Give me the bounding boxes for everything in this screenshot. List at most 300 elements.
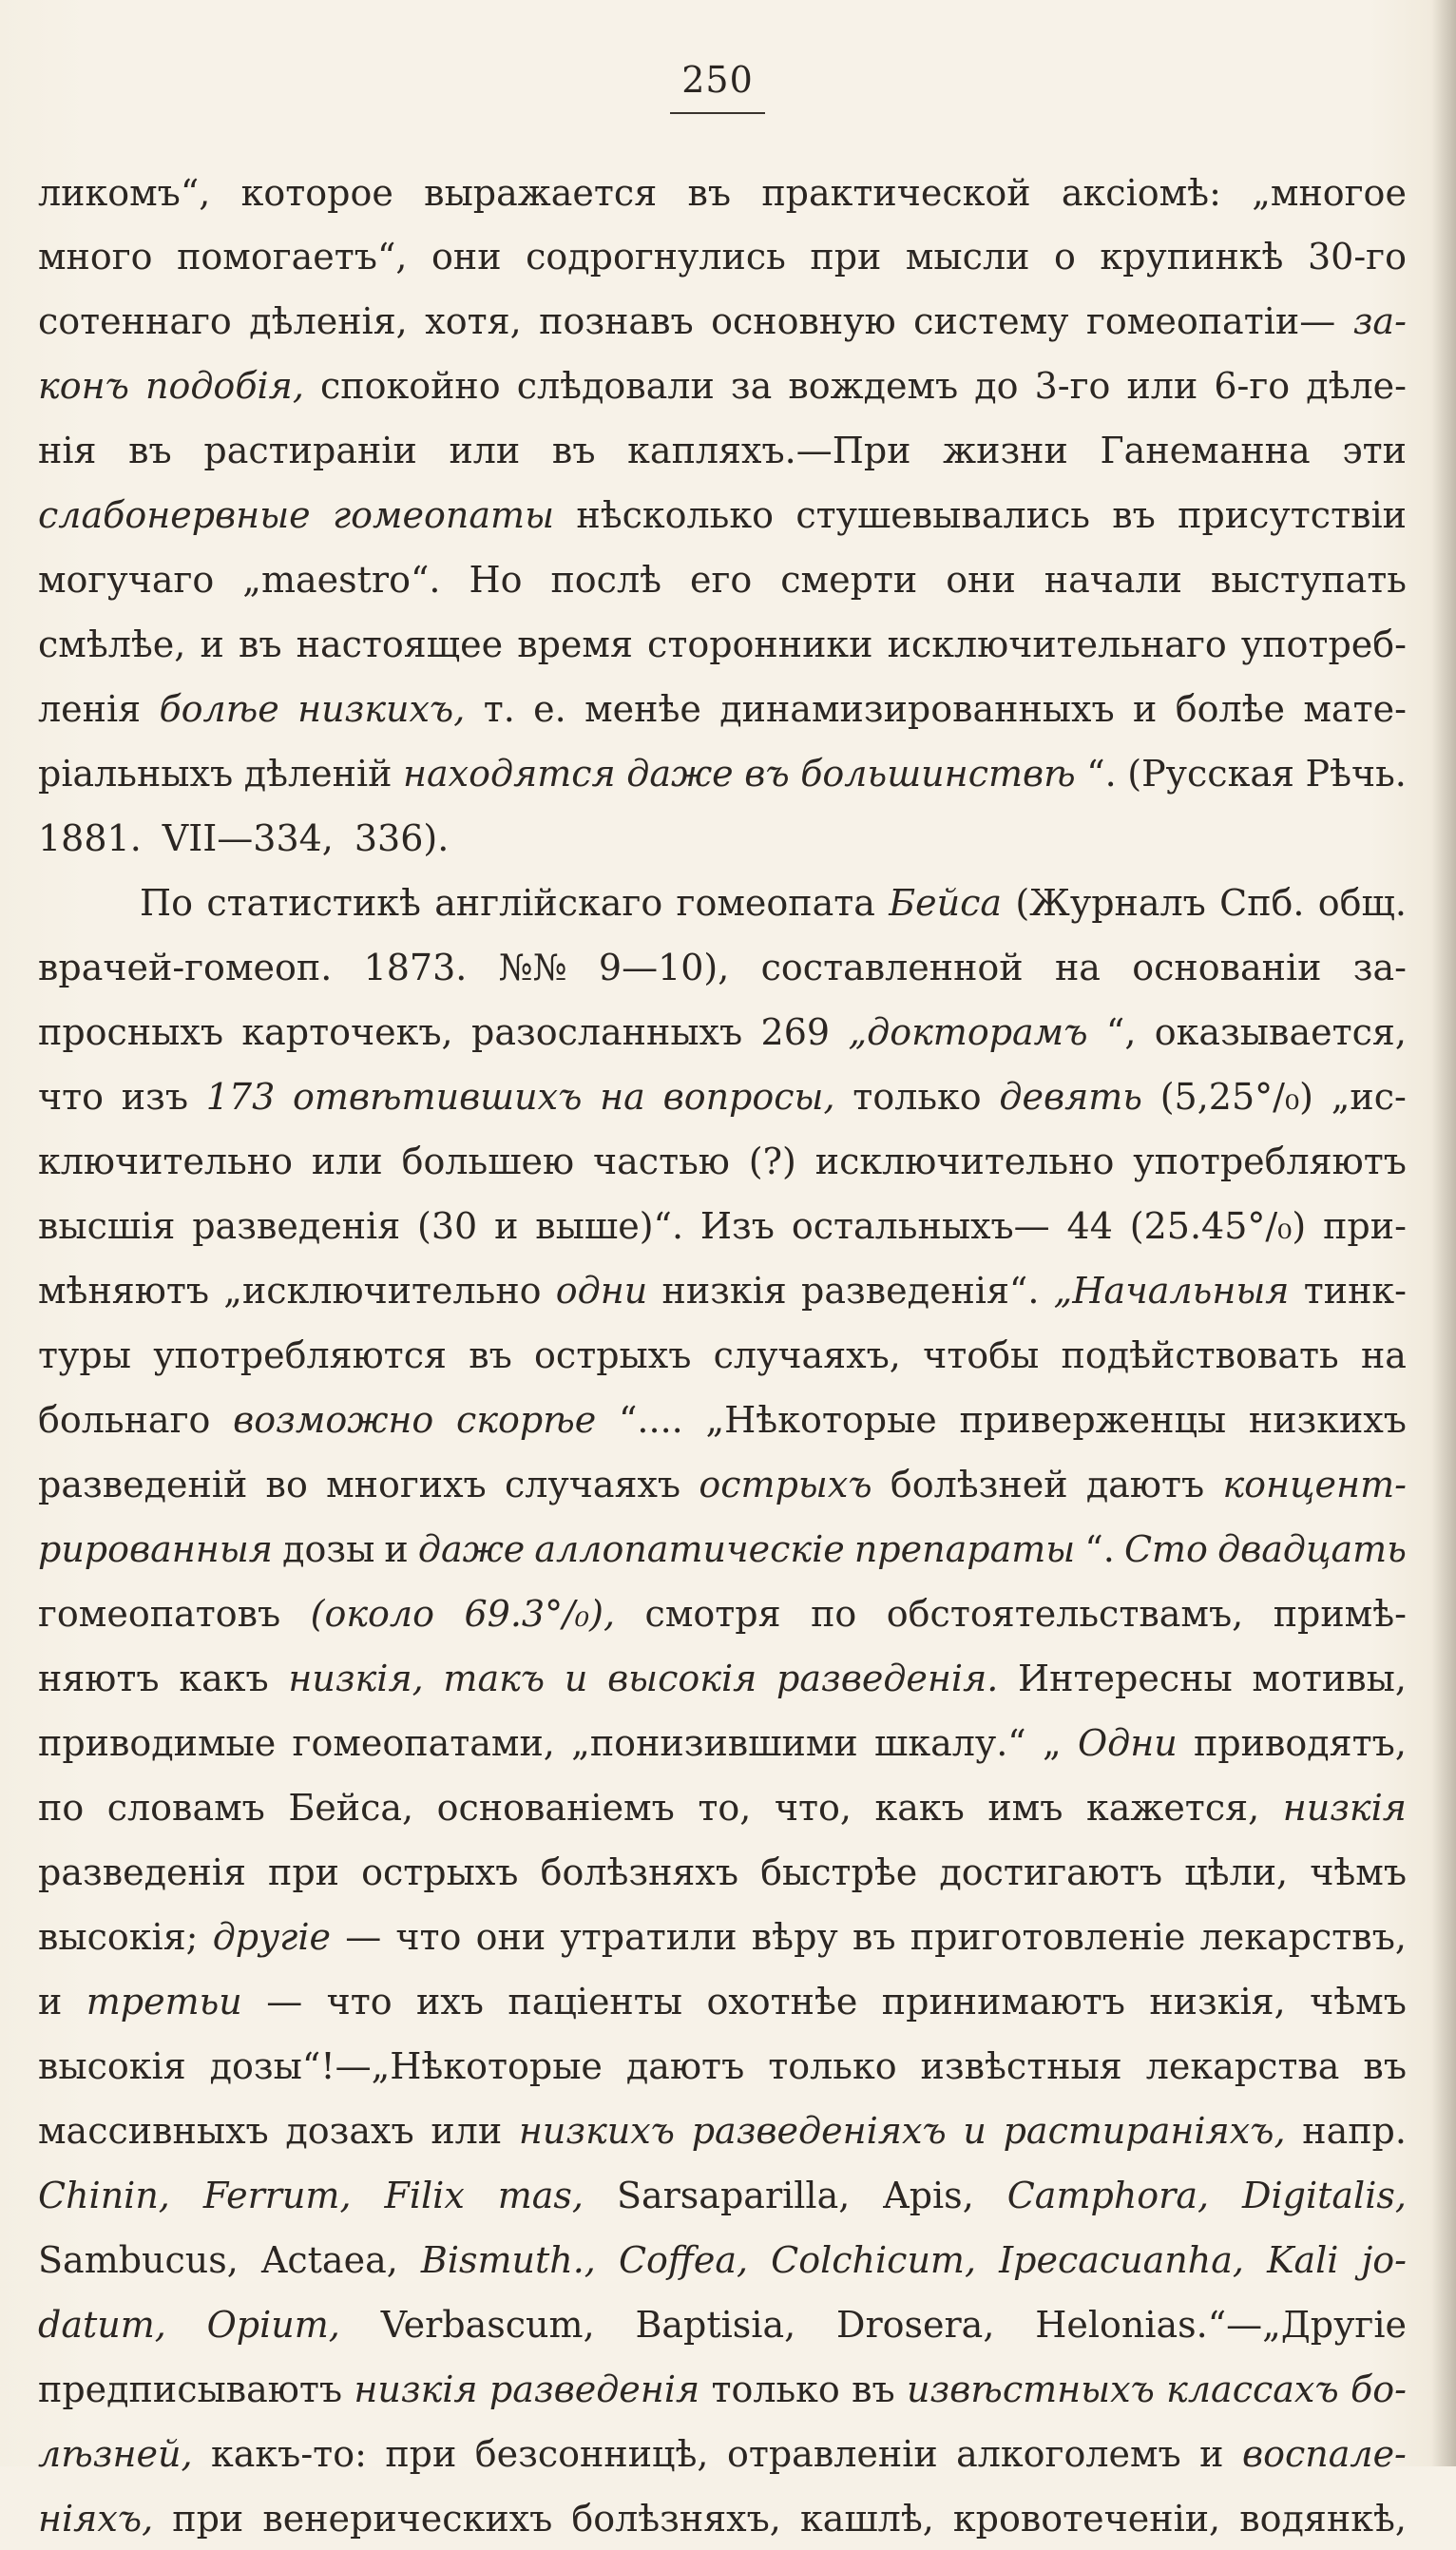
word: приводимые bbox=[38, 1722, 277, 1764]
word: высокія bbox=[38, 2045, 186, 2087]
word: острыхъ bbox=[699, 1464, 872, 1505]
word: jo- bbox=[1361, 2239, 1407, 2281]
word: низкія bbox=[661, 1270, 787, 1312]
text-line bbox=[38, 936, 1407, 999]
word: принимаютъ bbox=[881, 1981, 1125, 2023]
word: въ bbox=[744, 753, 790, 795]
text-line bbox=[38, 1195, 1407, 1257]
word: Bismuth., bbox=[420, 2239, 596, 2281]
word: (около bbox=[310, 1593, 435, 1635]
word: кровотеченіи, bbox=[952, 2498, 1221, 2540]
word: низкихъ, bbox=[297, 688, 466, 730]
word: низкія, bbox=[1149, 1981, 1286, 2023]
word: извѣстныхъ bbox=[906, 2368, 1155, 2410]
text-line bbox=[38, 1389, 1407, 1451]
word: ріальныхъ bbox=[38, 753, 234, 795]
word: оказывается, bbox=[1154, 1011, 1407, 1053]
word: такъ bbox=[443, 1658, 546, 1699]
word: подобія, bbox=[145, 365, 304, 407]
word: то, bbox=[698, 1787, 752, 1829]
word: дозахъ bbox=[285, 2110, 414, 2152]
word: кашлѣ, bbox=[799, 2498, 934, 2540]
text-line bbox=[38, 678, 1407, 740]
word: что bbox=[326, 1981, 393, 2023]
text-line bbox=[38, 2487, 1407, 2550]
word: „многое bbox=[1252, 172, 1407, 214]
word: предписываютъ bbox=[38, 2368, 343, 2410]
word: По bbox=[140, 882, 194, 924]
word: „докторамъ bbox=[848, 1011, 1088, 1053]
word: статистикѣ bbox=[206, 882, 421, 924]
word: по bbox=[38, 1787, 85, 1829]
text-line bbox=[38, 1518, 1407, 1581]
word: при- bbox=[1323, 1205, 1407, 1247]
word: при bbox=[268, 1851, 340, 1893]
word: начали bbox=[1044, 559, 1183, 601]
word: исключительнаго bbox=[887, 623, 1227, 665]
word: при bbox=[172, 2498, 244, 2540]
word: массивныхъ bbox=[38, 2110, 269, 2152]
word: жизни bbox=[943, 430, 1068, 471]
text-line bbox=[38, 1712, 1407, 1774]
word: и bbox=[384, 1528, 409, 1570]
word: его bbox=[689, 559, 753, 601]
word: чѣмъ bbox=[1310, 1851, 1407, 1893]
text-line bbox=[38, 162, 1407, 224]
word: до bbox=[974, 365, 1019, 407]
word: ключительно bbox=[38, 1141, 293, 1182]
word: Бейса bbox=[889, 882, 1003, 924]
word: разведенія bbox=[489, 2368, 700, 2410]
word: примѣ- bbox=[1273, 1593, 1407, 1635]
word: Baptisia, bbox=[635, 2304, 796, 2346]
word: и bbox=[200, 623, 224, 665]
word: разведенія bbox=[38, 1851, 246, 1893]
word: болѣзняхъ, bbox=[571, 2498, 781, 2540]
word: препараты bbox=[853, 1528, 1076, 1570]
word: бо- bbox=[1351, 2368, 1407, 2410]
word: менѣе bbox=[584, 688, 701, 730]
word: слѣдовали bbox=[516, 365, 715, 407]
word: разведенія bbox=[192, 1205, 401, 1247]
word: скорѣе bbox=[456, 1399, 597, 1441]
word: и bbox=[38, 1981, 63, 2023]
word: или bbox=[431, 2110, 503, 2152]
word: при bbox=[810, 236, 882, 278]
word: 1881. bbox=[38, 817, 142, 859]
word: какъ bbox=[179, 1658, 269, 1699]
word: Одни bbox=[1078, 1722, 1178, 1764]
word: низкія bbox=[1282, 1787, 1407, 1829]
word: ніяхъ, bbox=[38, 2498, 154, 2540]
word: гомеопатовъ bbox=[38, 1593, 281, 1635]
word: много bbox=[38, 236, 153, 278]
word: врачей-гомеоп. bbox=[38, 947, 333, 988]
word: Digitalis, bbox=[1242, 2175, 1407, 2216]
word: „ bbox=[1043, 1722, 1062, 1764]
word: ленія bbox=[38, 688, 142, 730]
word: стушевывались bbox=[795, 494, 1090, 536]
word: №№ bbox=[498, 947, 567, 988]
word: что, bbox=[774, 1787, 852, 1829]
word: случаяхъ bbox=[504, 1464, 681, 1505]
word: (25.45°/₀) bbox=[1129, 1205, 1307, 1247]
word: datum, bbox=[38, 2304, 166, 2346]
word: болѣе bbox=[1175, 688, 1286, 730]
word: присутствіи bbox=[1178, 494, 1407, 536]
word: гомеопата bbox=[676, 882, 875, 924]
word: водянкѣ, bbox=[1239, 2498, 1407, 2540]
word: тинк- bbox=[1303, 1270, 1407, 1312]
word: конъ bbox=[38, 365, 129, 407]
word: употребляются bbox=[153, 1334, 447, 1376]
word: Интересны bbox=[1018, 1658, 1233, 1699]
word: въ bbox=[1363, 2045, 1407, 2087]
word: острыхъ bbox=[534, 1334, 692, 1376]
word: составленной bbox=[760, 947, 1024, 988]
word: одни bbox=[555, 1270, 648, 1312]
word: приверженцы bbox=[959, 1399, 1227, 1441]
word: отвѣтившихъ bbox=[293, 1076, 583, 1118]
word: вѣру bbox=[751, 1916, 838, 1958]
word: растираніи bbox=[203, 430, 417, 471]
word: 69.3°/₀), bbox=[464, 1593, 616, 1635]
word: 30-го bbox=[1307, 236, 1407, 278]
word: на bbox=[600, 1076, 645, 1118]
word: 1873. bbox=[363, 947, 468, 988]
page-number: 250 bbox=[681, 59, 754, 101]
word: просныхъ bbox=[38, 1011, 223, 1053]
word: во bbox=[265, 1464, 308, 1505]
text-line bbox=[38, 1582, 1407, 1645]
word: (Русская bbox=[1127, 753, 1294, 795]
word: дѣленія, bbox=[249, 300, 408, 342]
word: „исключительно bbox=[223, 1270, 542, 1312]
word: кажется, bbox=[1085, 1787, 1260, 1829]
word: классахъ bbox=[1166, 2368, 1339, 2410]
word: гомеопатами, bbox=[292, 1722, 555, 1764]
word: 173 bbox=[205, 1076, 276, 1118]
word: выступать bbox=[1211, 559, 1407, 601]
word: только bbox=[853, 1076, 982, 1118]
word: „Начальныя bbox=[1053, 1270, 1290, 1312]
word: обстоятельствамъ, bbox=[886, 1593, 1244, 1635]
word: только bbox=[711, 2368, 840, 2410]
word: высшія bbox=[38, 1205, 176, 1247]
word: о bbox=[1053, 236, 1076, 278]
word: динамизированныхъ bbox=[719, 688, 1115, 730]
word: разведенія. bbox=[776, 1658, 999, 1699]
word: безсонницѣ, bbox=[474, 2433, 709, 2475]
word: мѣняютъ bbox=[38, 1270, 210, 1312]
word: цѣли, bbox=[1184, 1851, 1289, 1893]
word: мысли bbox=[905, 236, 1030, 278]
word: въ bbox=[551, 430, 596, 471]
word: и bbox=[1199, 2433, 1224, 2475]
word: смерти bbox=[780, 559, 918, 601]
word: употребляютъ bbox=[1133, 1141, 1407, 1182]
text-line bbox=[38, 2229, 1407, 2291]
word: словамъ bbox=[106, 1787, 265, 1829]
word: въ bbox=[852, 1916, 896, 1958]
text-line bbox=[38, 2099, 1407, 2162]
text-line bbox=[38, 872, 1407, 934]
word: что bbox=[395, 1916, 462, 1958]
word: дѣленій bbox=[243, 753, 393, 795]
word: ликомъ“, bbox=[38, 172, 211, 214]
word: познавъ bbox=[539, 300, 694, 342]
word: Сто bbox=[1123, 1528, 1208, 1570]
word: дѣле- bbox=[1306, 365, 1407, 407]
word: отравленіи bbox=[726, 2433, 938, 2475]
word: 269 bbox=[760, 1011, 831, 1053]
word: шкалу.“ bbox=[874, 1722, 1026, 1764]
word: крупинкѣ bbox=[1100, 236, 1284, 278]
word: Рѣчь. bbox=[1305, 753, 1407, 795]
page-edge-shadow bbox=[1431, 0, 1456, 2466]
word: большею bbox=[401, 1141, 575, 1182]
word: низкихъ bbox=[518, 2110, 676, 2152]
word: дозы“!—„Нѣкоторые bbox=[209, 2045, 603, 2087]
word: е. bbox=[533, 688, 566, 730]
text-line bbox=[38, 1324, 1407, 1387]
word: лѣзней, bbox=[38, 2433, 193, 2475]
word: ихъ bbox=[416, 1981, 484, 2023]
word: послѣ bbox=[550, 559, 661, 601]
word: двадцать bbox=[1217, 1528, 1407, 1570]
text-line bbox=[38, 1776, 1407, 1839]
word: помогаетъ“, bbox=[177, 236, 408, 278]
word: по bbox=[811, 1593, 857, 1635]
word: систему bbox=[913, 300, 1069, 342]
word: слабонервные bbox=[38, 494, 311, 536]
word: высокія; bbox=[38, 1916, 199, 1958]
text-line bbox=[38, 807, 1407, 870]
word: Бейса, bbox=[288, 1787, 414, 1829]
word: хотя, bbox=[425, 300, 522, 342]
word: Camphora, bbox=[1006, 2175, 1210, 2216]
word: смѣлѣе, bbox=[38, 623, 186, 665]
word: Kali bbox=[1267, 2239, 1339, 2281]
word: карточекъ, bbox=[241, 1011, 453, 1053]
text-line bbox=[38, 1906, 1407, 1968]
word: третьи bbox=[86, 1981, 242, 2023]
text-line bbox=[38, 1130, 1407, 1193]
word: (?) bbox=[748, 1141, 796, 1182]
text-line bbox=[38, 1970, 1407, 2033]
word: приводятъ, bbox=[1194, 1722, 1407, 1764]
word: “.... bbox=[618, 1399, 683, 1441]
word: острыхъ bbox=[361, 1851, 519, 1893]
word: Drosera, bbox=[836, 2304, 995, 2346]
word: утратили bbox=[560, 1916, 738, 1958]
word: быстрѣе bbox=[760, 1851, 918, 1893]
word: “. bbox=[1084, 1528, 1115, 1570]
word: 44 bbox=[1066, 1205, 1113, 1247]
text-line bbox=[38, 2035, 1407, 2098]
word: нія bbox=[38, 430, 97, 471]
word: концент- bbox=[1222, 1464, 1407, 1505]
word: они bbox=[475, 1916, 546, 1958]
word: они bbox=[431, 236, 502, 278]
word: „maestro“. bbox=[242, 559, 441, 601]
word: низкихъ bbox=[1248, 1399, 1407, 1441]
word: больнаго bbox=[38, 1399, 211, 1441]
word: капляхъ.—При bbox=[627, 430, 911, 471]
word: дозы bbox=[282, 1528, 375, 1570]
word: въ bbox=[687, 172, 732, 214]
word: настоящее bbox=[296, 623, 504, 665]
word: VII—334, bbox=[162, 817, 334, 859]
word: достигаютъ bbox=[939, 1851, 1163, 1893]
word: смотря bbox=[644, 1593, 781, 1635]
word: при bbox=[385, 2433, 457, 2475]
word: чѣмъ bbox=[1310, 1981, 1407, 2023]
word: „ис- bbox=[1331, 1076, 1407, 1118]
word: нѣсколько bbox=[576, 494, 774, 536]
word: 336). bbox=[354, 817, 450, 859]
text-line bbox=[38, 548, 1407, 611]
word: “, bbox=[1105, 1011, 1137, 1053]
text-line bbox=[38, 1259, 1407, 1322]
text-line bbox=[38, 2423, 1407, 2485]
word: выражается bbox=[424, 172, 658, 214]
word: mas, bbox=[497, 2175, 584, 2216]
word: или bbox=[449, 430, 521, 471]
word: (30 bbox=[417, 1205, 478, 1247]
word: девять bbox=[999, 1076, 1142, 1118]
text-line bbox=[38, 742, 1407, 805]
word: за- bbox=[1352, 947, 1407, 988]
text-line bbox=[38, 2164, 1407, 2227]
word: они bbox=[946, 559, 1016, 601]
word: низкія, bbox=[288, 1658, 424, 1699]
word: мотивы, bbox=[1252, 1658, 1407, 1699]
word: Helonias.“—„Другіе bbox=[1035, 2304, 1407, 2346]
word: разведенія“. bbox=[801, 1270, 1040, 1312]
word: 6-го bbox=[1214, 365, 1291, 407]
word: Sarsaparilla, bbox=[616, 2175, 851, 2216]
word: (5,25°/₀) bbox=[1159, 1076, 1313, 1118]
word: могучаго bbox=[38, 559, 215, 601]
word: рированныя bbox=[38, 1528, 273, 1570]
word: основаніи bbox=[1132, 947, 1322, 988]
word: чтобы bbox=[923, 1334, 1040, 1376]
word: напр. bbox=[1302, 2110, 1407, 2152]
text-line bbox=[38, 2293, 1407, 2356]
text-line bbox=[38, 290, 1407, 353]
word: разведеній bbox=[38, 1464, 248, 1505]
word: Изъ bbox=[699, 1205, 775, 1247]
word: на bbox=[1360, 1334, 1407, 1376]
word: даже bbox=[626, 753, 734, 795]
word: сторонники bbox=[647, 623, 873, 665]
word: гомеопатіи— bbox=[1086, 300, 1336, 342]
word: — bbox=[345, 1916, 382, 1958]
word: или bbox=[1126, 365, 1198, 407]
word: и bbox=[1133, 688, 1158, 730]
word: Sambucus, bbox=[38, 2239, 239, 2281]
text-line bbox=[38, 1647, 1407, 1710]
word: извѣстныя bbox=[920, 2045, 1122, 2087]
word: Ipecacuanha, bbox=[999, 2239, 1244, 2281]
word: вождемъ bbox=[788, 365, 959, 407]
word: англійскаго bbox=[434, 882, 663, 924]
word: время bbox=[517, 623, 633, 665]
word: въ bbox=[238, 623, 282, 665]
word: охотнѣе bbox=[706, 1981, 858, 2023]
word: находятся bbox=[402, 753, 616, 795]
text-line bbox=[38, 613, 1407, 676]
word: — bbox=[266, 1981, 303, 2023]
word: случаяхъ, bbox=[713, 1334, 901, 1376]
text-line bbox=[38, 2358, 1407, 2421]
word: Ганеманна bbox=[1100, 430, 1311, 471]
word: и bbox=[494, 1205, 519, 1247]
word: за bbox=[730, 365, 773, 407]
word: няютъ bbox=[38, 1658, 160, 1699]
word: только bbox=[768, 2045, 897, 2087]
word: туры bbox=[38, 1334, 131, 1376]
word: имъ bbox=[987, 1787, 1063, 1829]
word: возможно bbox=[233, 1399, 434, 1441]
word: гомеопаты bbox=[332, 494, 555, 536]
word: приготовленіе bbox=[910, 1916, 1186, 1958]
word: частью bbox=[593, 1141, 730, 1182]
word: болѣе bbox=[159, 688, 279, 730]
text-line bbox=[38, 225, 1407, 288]
word: употреб- bbox=[1240, 623, 1407, 665]
word: (Журналъ bbox=[1015, 882, 1206, 924]
word: Opium, bbox=[206, 2304, 340, 2346]
word: изъ bbox=[121, 1076, 188, 1118]
word: въ bbox=[128, 430, 172, 471]
word: болѣзней bbox=[890, 1464, 1068, 1505]
page-number-underline bbox=[670, 112, 765, 114]
word: “. bbox=[1086, 753, 1117, 795]
word: 3-го bbox=[1034, 365, 1111, 407]
word: основную bbox=[711, 300, 896, 342]
word: спокойно bbox=[319, 365, 501, 407]
word: другіе bbox=[212, 1916, 331, 1958]
word: паціенты bbox=[508, 1981, 683, 2023]
word: исключительно bbox=[814, 1141, 1115, 1182]
word: выше)“. bbox=[535, 1205, 684, 1247]
word: Chinin, bbox=[38, 2175, 170, 2216]
word: воспале- bbox=[1241, 2433, 1407, 2475]
word: даютъ bbox=[625, 2045, 745, 2087]
word: эти bbox=[1342, 430, 1407, 471]
word: мате- bbox=[1303, 688, 1407, 730]
word: многихъ bbox=[326, 1464, 487, 1505]
word: вопросы, bbox=[662, 1076, 835, 1118]
word: въ bbox=[1112, 494, 1156, 536]
text-line bbox=[38, 1841, 1407, 1904]
word: общ. bbox=[1317, 882, 1407, 924]
word: Coffea, bbox=[618, 2239, 749, 2281]
word: болѣзняхъ bbox=[540, 1851, 739, 1893]
word: растираніяхъ, bbox=[1003, 2110, 1286, 2152]
word: Colchicum, bbox=[771, 2239, 977, 2281]
word: на bbox=[1054, 947, 1101, 988]
text-line bbox=[38, 1065, 1407, 1128]
word: разосланныхъ bbox=[471, 1011, 743, 1053]
word: высокія bbox=[607, 1658, 757, 1699]
word: т. bbox=[483, 688, 515, 730]
word: даже bbox=[417, 1528, 526, 1570]
word: Спб. bbox=[1219, 882, 1305, 924]
word: остальныхъ— bbox=[791, 1205, 1050, 1247]
